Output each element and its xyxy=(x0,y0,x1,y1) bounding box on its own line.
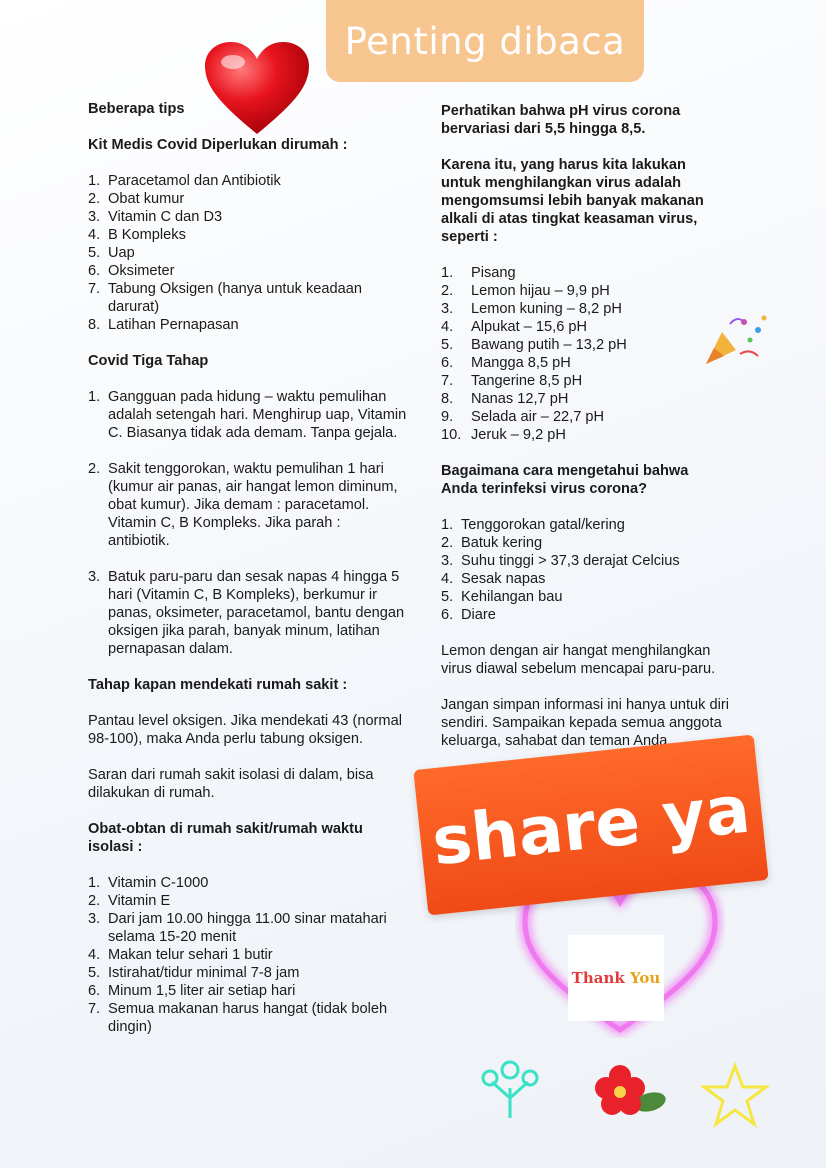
list-item: 5. Bawang putih – 13,2 pH xyxy=(441,337,627,353)
list-item: 5. Kehilangan bau xyxy=(441,589,563,605)
list-item: 8. Latihan Pernapasan xyxy=(88,317,239,333)
list-item: 5. Uap xyxy=(88,245,135,261)
ph-advice: Karena itu, yang harus kita lakukan untuk menghilangkan virus adalah mengomsumsi lebih banyak makanan alkali di atas tingkat keasaman virus, seperti : xyxy=(441,157,704,245)
list-item: 4. Makan telur sehari 1 butir xyxy=(88,947,273,963)
symptoms-list xyxy=(441,516,741,624)
list-item: 9. Selada air – 22,7 pH xyxy=(441,409,605,425)
thank-text: Thank xyxy=(571,969,625,987)
list-item: 3. Suhu tinggi > 37,3 derajat Celcius xyxy=(441,553,680,569)
list-item: 3. Lemon kuning – 8,2 pH xyxy=(441,301,622,317)
list-item: 6. Oksimeter xyxy=(88,263,175,279)
list-item: 6. Mangga 8,5 pH xyxy=(441,355,571,371)
list-item: 3. Vitamin C dan D3 xyxy=(88,209,223,225)
list-item: 6. Minum 1,5 liter air setiap hari xyxy=(88,983,296,999)
list-item: 2. Batuk kering xyxy=(441,535,543,551)
stages-title: Covid Tiga Tahap xyxy=(88,353,209,369)
star-icon xyxy=(700,1062,770,1128)
teal-flower-icon xyxy=(470,1048,550,1124)
list-item: 5. Istirahat/tidur minimal 7-8 jam xyxy=(88,965,300,981)
list-item: 7. Tangerine 8,5 pH xyxy=(441,373,583,389)
list-item: 1. Vitamin C-1000 xyxy=(88,875,209,891)
list-item: 8. Nanas 12,7 pH xyxy=(441,391,569,407)
red-flower-icon xyxy=(592,1062,670,1120)
meds-title: Obat-obtan di rumah sakit/rumah waktu isolasi : xyxy=(88,821,363,855)
list-item: 6. Diare xyxy=(441,607,496,623)
you-text: You xyxy=(630,969,661,987)
list-item: 2. Vitamin E xyxy=(88,893,171,909)
list-item: 4. B Kompleks xyxy=(88,227,186,243)
share-note: Jangan simpan informasi ini hanya untuk diri sendiri. Sampaikan kepada semua anggota keluarga, sahabat dan teman Anda. xyxy=(441,697,729,749)
list-item: 1. Paracetamol dan Antibiotik xyxy=(88,173,281,189)
list-item: 4. Alpukat – 15,6 pH xyxy=(441,319,588,335)
symptoms-title: Bagaimana cara mengetahui bahwa Anda terinfeksi virus corona? xyxy=(441,463,689,497)
foods-list xyxy=(441,264,741,444)
list-item: 2. Obat kumur xyxy=(88,191,185,207)
kit-list xyxy=(88,172,418,334)
list-item: 10. Jeruk – 9,2 pH xyxy=(441,427,566,443)
hospital-paragraph: Pantau level oksigen. Jika mendekati 43 (normal 98-100), maka Anda perlu tabung oksigen. xyxy=(88,713,402,747)
banner-title: Penting dibaca xyxy=(344,19,626,63)
list-item: 1. Tenggorokan gatal/kering xyxy=(441,517,625,533)
list-item: 1. Pisang xyxy=(441,265,516,281)
stages-list xyxy=(88,388,418,658)
meds-list xyxy=(88,874,418,1036)
hospital-title: Tahap kapan mendekati rumah sakit : xyxy=(88,677,348,693)
thank-you-sticker xyxy=(568,935,664,1021)
header-banner xyxy=(326,0,644,82)
left-column xyxy=(88,100,418,1036)
lemon-note: Lemon dengan air hangat menghilangkan virus diawal sebelum mencapai paru-paru. xyxy=(441,643,716,677)
right-column xyxy=(441,102,741,750)
kit-title: Kit Medis Covid Diperlukan dirumah : xyxy=(88,137,348,153)
list-item: 4. Sesak napas xyxy=(441,571,546,587)
list-item: 2. Lemon hijau – 9,9 pH xyxy=(441,283,610,299)
list-item: 2. Sakit tenggorokan, waktu pemulihan 1 hari (kumur air panas, air hangat lemon diminum, obat kumur). Jika demam : paracetamol. Vitamin C, B Kompleks. Jika parah : antibiotik. xyxy=(88,461,398,549)
party-popper-icon xyxy=(700,310,772,370)
list-item: 1. Gangguan pada hidung – waktu pemulihan adalah setengah hari. Menghirup uap, Vitamin C. Biasanya tidak ada demam. Tanpa gejala. xyxy=(88,389,407,441)
share-text: share ya xyxy=(428,770,754,880)
tips-title: Beberapa tips xyxy=(88,101,185,117)
list-item: 7. Semua makanan harus hangat (tidak boleh dingin) xyxy=(88,1001,388,1035)
list-item: 3. Batuk paru-paru dan sesak napas 4 hingga 5 hari (Vitamin C, B Kompleks), berkumur ir panas, oksimeter, paracetamol, bantu dengan oksigen jika parah, banyak minum, latihan pernapasan dalam. xyxy=(88,569,405,657)
ph-intro: Perhatikan bahwa pH virus corona bervariasi dari 5,5 hingga 8,5. xyxy=(441,103,681,137)
list-item: 7. Tabung Oksigen (hanya untuk keadaan darurat) xyxy=(88,281,362,315)
isolation-paragraph: Saran dari rumah sakit isolasi di dalam, bisa dilakukan di rumah. xyxy=(88,767,374,801)
list-item: 3. Dari jam 10.00 hingga 11.00 sinar matahari selama 15-20 menit xyxy=(88,911,387,945)
